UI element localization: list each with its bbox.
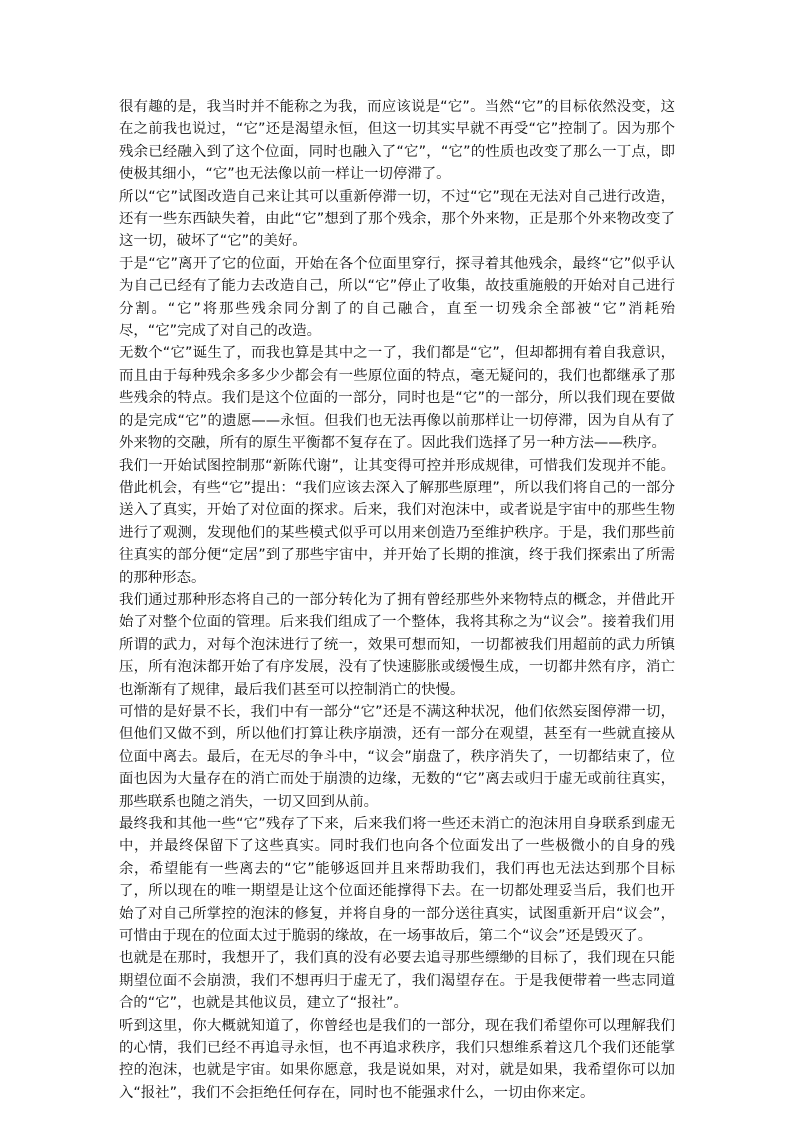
document-body: [119, 96, 675, 1104]
paragraph-3: 于是“它”离开了它的位面，开始在各个位面里穿行，探寻着其他残余，最终“它”似乎认为自己已经有了能力去改造自己，所以“它”停止了收集，故技重施般的开始对自己进行分割。“它”将那些残余同分割了的自己融合，直至一切残余全部被“它”消耗殆尽，“它”完成了对自己的改造。: [119, 255, 675, 340]
paragraph-6: 我们通过那种形态将自己的一部分转化为了拥有曾经那些外来物特点的概念，并借此开始了对整个位面的管理。后来我们组成了一个整体，我将其称之为“议会”。接着我们用所谓的武力，对每个泡沫进行了统一，效果可想而知，一切都被我们用超前的武力所镇压，所有泡沫都开始了有序发展，没有了快速膨胀或缓慢生成，一切都井然有序，消亡也渐渐有了规律，最后我们甚至可以控制消亡的快慢。: [119, 591, 675, 698]
paragraph-2: 所以“它”试图改造自己来让其可以重新停滞一切，不过“它”现在无法对自己进行改造，还有一些东西缺失着，由此“它”想到了那个残余，那个外来物，正是那个外来物改变了这一切，破坏了“它”的美好。: [119, 188, 675, 250]
paragraph-1: 很有趣的是，我当时并不能称之为我，而应该说是“它”。当然“它”的目标依然没变，这在之前我也说过，“它”还是渴望永恒，但这一切其实早就不再受“它”控制了。因为那个残余已经融入到了这个位面，同时也融入了“它”，“它”的性质也改变了那么一丁点，即使极其细小，“它”也无法像以前一样让一切停滞了。: [119, 99, 675, 183]
paragraph-5: 我们一开始试图控制那“新陈代谢”，让其变得可控并形成规律，可惜我们发现并不能。借此机会，有些“它”提出：“我们应该去深入了解那些原理”，所以我们将自己的一部分送入了真实，开始了对位面的探求。后来，我们对泡沫中，或者说是宇宙中的那些生物进行了观测，发现他们的某些模式似乎可以用来创造乃至维护秩序。于是，我们那些前往真实的部分便“定居”到了那些宇宙中，并开始了长期的推演，终于我们探索出了所需的那种形态。: [119, 457, 675, 586]
paragraph-9: 也就是在那时，我想开了，我们真的没有必要去追寻那些缥缈的目标了，我们现在只能期望位面不会崩溃，我们不想再归于虚无了，我们渴望存在。于是我便带着一些志同道合的“它”，也就是其他议员，建立了“报社”。: [119, 950, 675, 1012]
paragraph-8: 最终我和其他一些“它”残存了下来，后来我们将一些还未消亡的泡沫用自身联系到虚无中，并最终保留下了这些真实。同时我们也向各个位面发出了一些极微小的自身的残余，希望能有一些离去的“它”能够返回并且来帮助我们，我们再也无法达到那个目标了，所以现在的唯一期望是让这个位面还能撑得下去。在一切都处理妥当后，我们也开始了对自己所掌控的泡沫的修复，并将自身的一部分送往真实，试图重新开启“议会”，可惜由于现在的位面太过于脆弱的缘故，在一场事故后，第二个“议会”还是毁灭了。: [119, 816, 675, 945]
paragraph-7: 可惜的是好景不长，我们中有一部分“它”还是不满这种状况，他们依然妄图停滞一切，但他们又做不到，所以他们打算让秩序崩溃，还有一部分在观望，甚至有一些就直接从位面中离去。最后，在无尽的争斗中，“议会”崩盘了，秩序消失了，一切都结束了，位面也因为大量存在的消亡而处于崩溃的边缘，无数的“它”离去或归于虚无或前往真实，那些联系也随之消失，一切又回到从前。: [119, 703, 675, 810]
paragraph-10: 听到这里，你大概就知道了，你曾经也是我们的一部分，现在我们希望你可以理解我们的心情，我们已经不再追寻永恒，也不再追求秩序，我们只想维系着这几个我们还能掌控的泡沫，也就是宇宙。如果你愿意，我是说如果，对对，就是如果，我希望你可以加入“报社”，我们不会拒绝任何存在，同时也不能强求什么，一切由你来定。: [119, 1017, 675, 1101]
paragraph-4: 无数个“它”诞生了，而我也算是其中之一了，我们都是“它”，但却都拥有着自我意识，而且由于每种残余多多少少都会有一些原位面的特点，毫无疑问的，我们也都继承了那些残余的特点。我们是这个位面的一部分，同时也是“它”的一部分，所以我们现在要做的是完成“它”的遗愿——永恒。但我们也无法再像以前那样让一切停滞，因为自从有了外来物的交融，所有的原生平衡都不复存在了。因此我们选择了另一种方法——秩序。: [119, 345, 675, 452]
